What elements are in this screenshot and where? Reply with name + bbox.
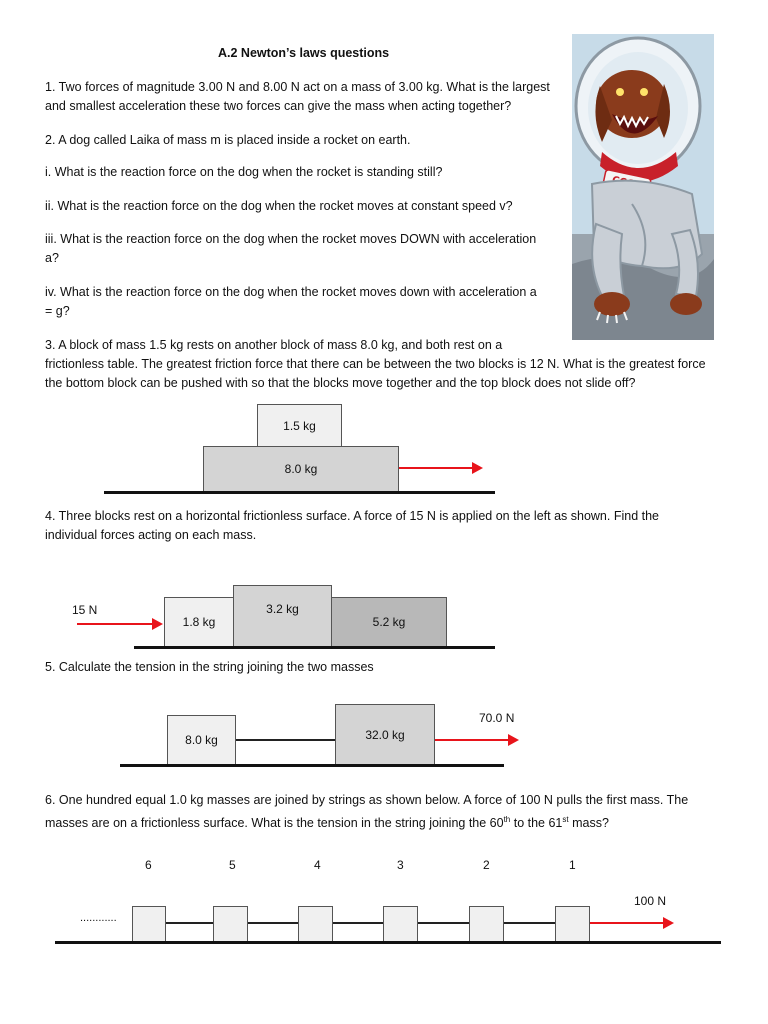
q2-part-iv-line1: iv. What is the reaction force on the dog when the rocket moves down with acceleration a (45, 285, 537, 299)
q4-force-arrow (77, 623, 153, 625)
q6-mass (555, 906, 590, 942)
q3-push-arrow (399, 467, 473, 469)
q2-intro: 2. A dog called Laika of mass m is placed inside a rocket on earth. (45, 133, 411, 147)
q4-line1: 4. Three blocks rest on a horizontal frictionless surface. A force of 15 N is applied on the left as shown. Find the (45, 509, 659, 523)
q1-line1: 1. Two forces of magnitude 3.00 N and 8.00 N act on a mass of 3.00 kg. What is the largest (45, 80, 550, 94)
q6-mass-label: 6 (145, 858, 152, 872)
q6-string (132, 922, 590, 924)
q6-mass (298, 906, 333, 942)
q4-ground (134, 646, 495, 649)
q2-part-ii: ii. What is the reaction force on the dog when the rocket moves at constant speed v? (45, 199, 513, 213)
q2-part-iii-line2: a? (45, 251, 59, 265)
q6-mass (132, 906, 166, 942)
q3-line2: frictionless table. The greatest friction force that there can be between the two blocks is 12 N. What is the greatest force (45, 357, 706, 371)
laika-dog-illustration (572, 34, 714, 340)
q6-mass-label: 3 (397, 858, 404, 872)
q6-ellipsis-dots: ............ (80, 912, 117, 924)
q2-part-iii-line1: iii. What is the reaction force on the dog when the rocket moves DOWN with acceleration (45, 232, 537, 246)
q6-sup-th: th (503, 815, 511, 824)
q6-force-arrow (590, 922, 664, 924)
q4-block-1: 1.8 kg (164, 597, 234, 647)
q3-ground (104, 491, 495, 494)
q6-ground (55, 941, 721, 944)
q5-string (236, 739, 336, 741)
q3-bottom-block: 8.0 kg (203, 446, 399, 492)
q6-force-label: 100 N (634, 894, 667, 908)
q3-line3: the bottom block can be pushed with so that the blocks move together and the top block does not slide off? (45, 376, 636, 390)
q6-mass-label: 2 (483, 858, 490, 872)
q6-mass (383, 906, 418, 942)
q5-force-label: 70.0 N (479, 711, 515, 725)
q6-sup-st: st (562, 815, 569, 824)
q4-line2: individual forces acting on each mass. (45, 528, 257, 542)
q5-ground (120, 764, 504, 767)
q6-mass-label: 5 (229, 858, 236, 872)
q1-line2: and smallest acceleration these two forces can give the mass when acting together? (45, 99, 512, 113)
q5-text: 5. Calculate the tension in the string joining the two masses (45, 660, 374, 674)
page-title: A.2 Newton’s laws questions (218, 46, 390, 60)
q6-mass (213, 906, 248, 942)
q4-block-3: 5.2 kg (331, 597, 447, 647)
q4-block-2: 3.2 kg (233, 585, 332, 647)
q6-line2: masses are on a frictionless surface. What is the tension in the string joining the 60th to the 61st mass? (45, 815, 609, 831)
q6-line1: 6. One hundred equal 1.0 kg masses are joined by strings as shown below. A force of 100 N pulls the first mass. The (45, 793, 689, 807)
q6-mass (469, 906, 504, 942)
q2-part-i: i. What is the reaction force on the dog when the rocket is standing still? (45, 165, 443, 179)
q6-mass-label: 4 (314, 858, 321, 872)
q4-force-label: 15 N (72, 603, 98, 617)
q2-part-iv-line2: = g? (45, 304, 70, 318)
q5-force-arrow (435, 739, 509, 741)
q5-block-2: 32.0 kg (335, 704, 435, 765)
q6-mass-label: 1 (569, 858, 576, 872)
q3-line1: 3. A block of mass 1.5 kg rests on another block of mass 8.0 kg, and both rest on a (45, 338, 503, 352)
q3-top-block: 1.5 kg (257, 404, 342, 447)
q5-block-1: 8.0 kg (167, 715, 236, 765)
